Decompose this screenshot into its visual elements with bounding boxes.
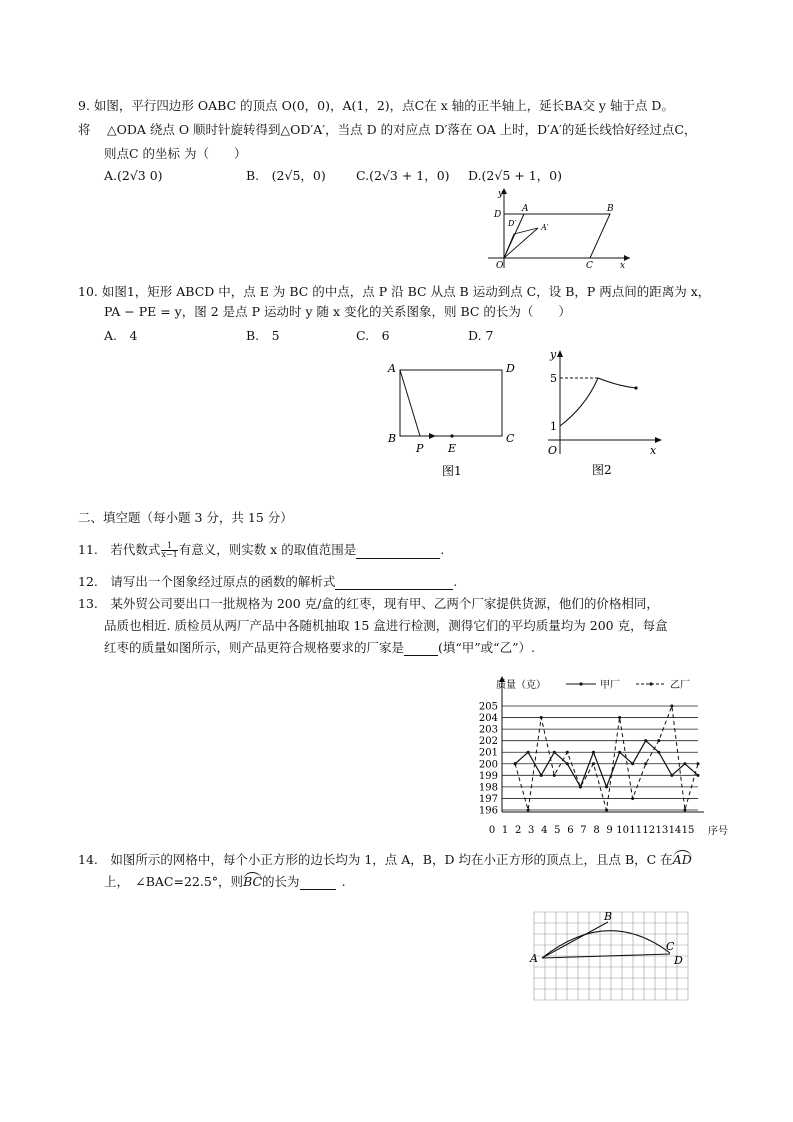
x-tick-label-11: 11 bbox=[629, 825, 643, 836]
x-tick-label-9: 9 bbox=[606, 825, 613, 836]
x-tick-label-13: 13 bbox=[655, 825, 669, 836]
q11-end: . bbox=[440, 542, 445, 557]
y-tick-label-199: 199 bbox=[478, 770, 498, 782]
data-point-jia-8 bbox=[605, 785, 608, 788]
q10-option-b: B. 5 bbox=[246, 328, 280, 343]
q9-line1: 9. 如图，平行四边形 OABC 的顶点 O(0，0)，A(1，2)，点C在 x 轴的正半轴上，延长BA交 y 轴于点 D。 bbox=[78, 98, 674, 113]
y-tick-label-198: 198 bbox=[478, 782, 498, 794]
q11-fraction bbox=[161, 542, 177, 559]
q13-line3 bbox=[104, 640, 535, 656]
data-point-jia-4 bbox=[553, 751, 556, 754]
q10-figure2 bbox=[534, 346, 666, 482]
q13-line3-tail: (填“甲”或“乙”）. bbox=[438, 640, 535, 655]
x-tick-label-6: 6 bbox=[567, 825, 574, 836]
q9-label-d: D bbox=[494, 210, 502, 220]
y-tick-label-203: 203 bbox=[478, 724, 498, 736]
data-point-yi-3 bbox=[540, 716, 543, 719]
q14-arc-ad: AD bbox=[672, 852, 692, 867]
x-tick-label-14: 14 bbox=[668, 825, 682, 836]
q14-segment-ab bbox=[542, 922, 608, 958]
x-tick-label-15: 15 bbox=[681, 825, 695, 836]
q9-label-y: y bbox=[498, 189, 504, 199]
chart-axes bbox=[499, 676, 704, 812]
q11-answer-blank[interactable] bbox=[356, 546, 440, 559]
q14-line1 bbox=[78, 852, 692, 868]
x-tick-label-4: 4 bbox=[541, 825, 548, 836]
legend-marker-yi bbox=[649, 682, 652, 685]
q10-option-d: D. 7 bbox=[468, 328, 494, 343]
q9-label-o: O bbox=[496, 261, 504, 270]
q10-fig1-caption: 图1 bbox=[442, 464, 462, 478]
q10-fig2-label-y: y bbox=[550, 348, 557, 361]
q13-quality-chart bbox=[452, 672, 736, 840]
data-point-yi-12 bbox=[657, 739, 660, 742]
x-tick-label-10: 10 bbox=[616, 825, 630, 836]
data-point-jia-7 bbox=[592, 751, 595, 754]
data-point-jia-13 bbox=[670, 774, 673, 777]
q10-fig1-label-d: D bbox=[506, 362, 515, 375]
q10-fig2-label-1: 1 bbox=[550, 420, 557, 433]
q9-option-a: A.(2√3 0) bbox=[104, 168, 163, 183]
series-line-yi bbox=[515, 706, 698, 810]
q10-fig1-label-e: E bbox=[448, 442, 457, 455]
legend-marker-jia bbox=[579, 682, 582, 685]
x-tick-label-7: 7 bbox=[580, 825, 587, 836]
data-point-jia-10 bbox=[631, 762, 634, 765]
q9-line2: 将 △ODA 绕点 O 顺时针旋转得到△OD′A′，当点 D 的对应点 D′落在 OA 上时，D′A′的延长线恰好经过点C， bbox=[78, 122, 697, 137]
q9-option-c: C.(2√3 + 1，0) bbox=[356, 168, 450, 183]
data-point-yi-7 bbox=[592, 762, 595, 765]
data-point-yi-9 bbox=[618, 716, 621, 719]
q11-line bbox=[78, 542, 444, 559]
y-tick-label-200: 200 bbox=[478, 759, 498, 771]
q9-label-dprime: D′ bbox=[508, 219, 517, 228]
q10-fig2-caption: 图2 bbox=[592, 463, 612, 477]
q14-arc-bc: BC bbox=[243, 874, 263, 889]
y-tick-label-196: 196 bbox=[478, 805, 498, 817]
q14-line2-tail: 的长为 bbox=[262, 874, 300, 889]
q10-fig2-label-o: O bbox=[548, 444, 558, 457]
x-tick-label-0: 0 bbox=[488, 825, 496, 836]
y-tick-label-204: 204 bbox=[478, 713, 498, 725]
section-2-heading: 二、填空题（每小题 3 分，共 15 分） bbox=[78, 510, 293, 525]
q9-label-b: B bbox=[607, 204, 614, 214]
q11-fraction-num: 1 bbox=[161, 542, 177, 551]
chart-legend bbox=[566, 679, 690, 691]
data-point-yi-11 bbox=[644, 762, 647, 765]
q14-end: . bbox=[341, 874, 346, 889]
q9-label-aprime: A′ bbox=[541, 223, 549, 232]
q13-line3-text: 红枣的质量如图所示，则产品更符合规格要求的厂家是 bbox=[104, 640, 405, 655]
data-point-jia-14 bbox=[683, 762, 686, 765]
q10-fig1-label-b: B bbox=[388, 432, 397, 445]
x-tick-label-3: 3 bbox=[528, 825, 535, 836]
q12-end: . bbox=[453, 574, 458, 589]
data-point-jia-2 bbox=[527, 751, 530, 754]
data-point-jia-5 bbox=[566, 762, 569, 765]
data-point-yi-4 bbox=[553, 774, 556, 777]
y-tick-label-197: 197 bbox=[478, 793, 498, 805]
q10-option-c: C. 6 bbox=[356, 328, 390, 343]
q14-label-a: A bbox=[530, 952, 538, 965]
q12-answer-blank[interactable] bbox=[335, 577, 453, 590]
q10-option-a: A. 4 bbox=[104, 328, 138, 343]
data-point-yi-6 bbox=[579, 785, 582, 788]
q14-label-c: C bbox=[666, 940, 675, 953]
x-tick-label-5: 5 bbox=[554, 825, 561, 836]
q14-line2-text: 上， ∠BAC=22.5°，则 bbox=[104, 874, 244, 889]
q9-label-a: A bbox=[522, 204, 529, 214]
x-tick-label-1: 1 bbox=[501, 825, 509, 836]
q14-label-b: B bbox=[604, 910, 613, 923]
data-point-jia-9 bbox=[618, 751, 621, 754]
data-point-yi-2 bbox=[527, 809, 530, 812]
q11-fraction-den: x−1 bbox=[161, 550, 178, 559]
q10-fig1-label-c: C bbox=[506, 432, 515, 445]
chart-y-label: 质量（克） bbox=[496, 680, 546, 691]
q14-grid-figure bbox=[526, 908, 694, 1008]
q14-answer-blank[interactable] bbox=[300, 877, 336, 890]
q13-line2: 品质也相近. 质检员从两厂产品中各随机抽取 15 盒进行检测，测得它们的平均质量均为 200 克，每盒 bbox=[104, 618, 668, 633]
chart-x-label: 序号 bbox=[708, 826, 728, 837]
q10-fig1-label-a: A bbox=[388, 362, 396, 375]
q12-line bbox=[78, 574, 457, 590]
q11-pre: 11. 若代数式 bbox=[78, 542, 161, 557]
y-tick-label-205: 205 bbox=[478, 701, 498, 713]
q10-figure1 bbox=[384, 358, 520, 482]
q14-line2 bbox=[104, 874, 346, 890]
data-point-yi-14 bbox=[683, 809, 686, 812]
x-tick-label-8: 8 bbox=[593, 825, 600, 836]
q9-line3: 则点C 的坐标 为（ ） bbox=[104, 146, 247, 161]
data-point-jia-15 bbox=[697, 774, 700, 777]
data-point-jia-3 bbox=[540, 774, 543, 777]
data-point-yi-13 bbox=[670, 705, 673, 708]
q13-answer-blank[interactable] bbox=[404, 643, 438, 656]
q9-label-x: x bbox=[620, 261, 626, 270]
chart-x-tick-labels bbox=[489, 825, 695, 836]
chart-series bbox=[514, 705, 700, 812]
q14-arc bbox=[542, 931, 670, 958]
q9-option-d: D.(2√5 + 1，0) bbox=[468, 168, 563, 183]
q9-label-c: C bbox=[586, 261, 593, 270]
q14-line1-text: 14. 如图所示的网格中，每个小正方形的边长均为 1，点 A，B，D 均在小正方形的顶点上，且点 B，C 在 bbox=[78, 852, 673, 867]
q9-figure bbox=[480, 184, 640, 270]
data-point-yi-1 bbox=[514, 762, 517, 765]
data-point-jia-11 bbox=[644, 739, 647, 742]
q10-line2: PA − PE = y，图 2 是点 P 运动时 y 随 x 变化的关系图象，则 BC 的长为（ ） bbox=[104, 304, 571, 319]
x-tick-label-2: 2 bbox=[514, 825, 522, 836]
data-point-yi-15 bbox=[697, 762, 700, 765]
q10-fig2-label-5: 5 bbox=[550, 372, 557, 385]
data-point-yi-8 bbox=[605, 809, 608, 812]
legend-label-jia: 甲厂 bbox=[600, 680, 620, 691]
x-tick-label-12: 12 bbox=[642, 825, 656, 836]
q11-post: 有意义，则实数 x 的取值范围是 bbox=[178, 542, 357, 557]
q13-line1: 13. 某外贸公司要出口一批规格为 200 克/盒的红枣，现有甲、乙两个厂家提供货源，他们的价格相同， bbox=[78, 596, 659, 611]
q10-line1: 10. 如图1，矩形 ABCD 中，点 E 为 BC 的中点，点 P 沿 BC 从点 B 运动到点 C，设 B，P 两点间的距离为 x， bbox=[78, 284, 711, 299]
data-point-jia-12 bbox=[657, 751, 660, 754]
q14-label-d: D bbox=[674, 954, 683, 967]
data-point-yi-10 bbox=[631, 797, 634, 800]
data-point-yi-5 bbox=[566, 751, 569, 754]
q12-text: 12. 请写出一个图象经过原点的函数的解析式 bbox=[78, 574, 336, 589]
y-tick-label-202: 202 bbox=[478, 736, 498, 748]
q9-option-b: B. (2√5，0) bbox=[246, 168, 326, 183]
q10-fig1-label-p: P bbox=[416, 442, 424, 455]
y-tick-label-201: 201 bbox=[478, 747, 498, 759]
q10-fig2-label-x: x bbox=[650, 444, 657, 457]
legend-label-yi: 乙厂 bbox=[670, 680, 690, 691]
chart-y-tick-labels bbox=[479, 702, 498, 817]
